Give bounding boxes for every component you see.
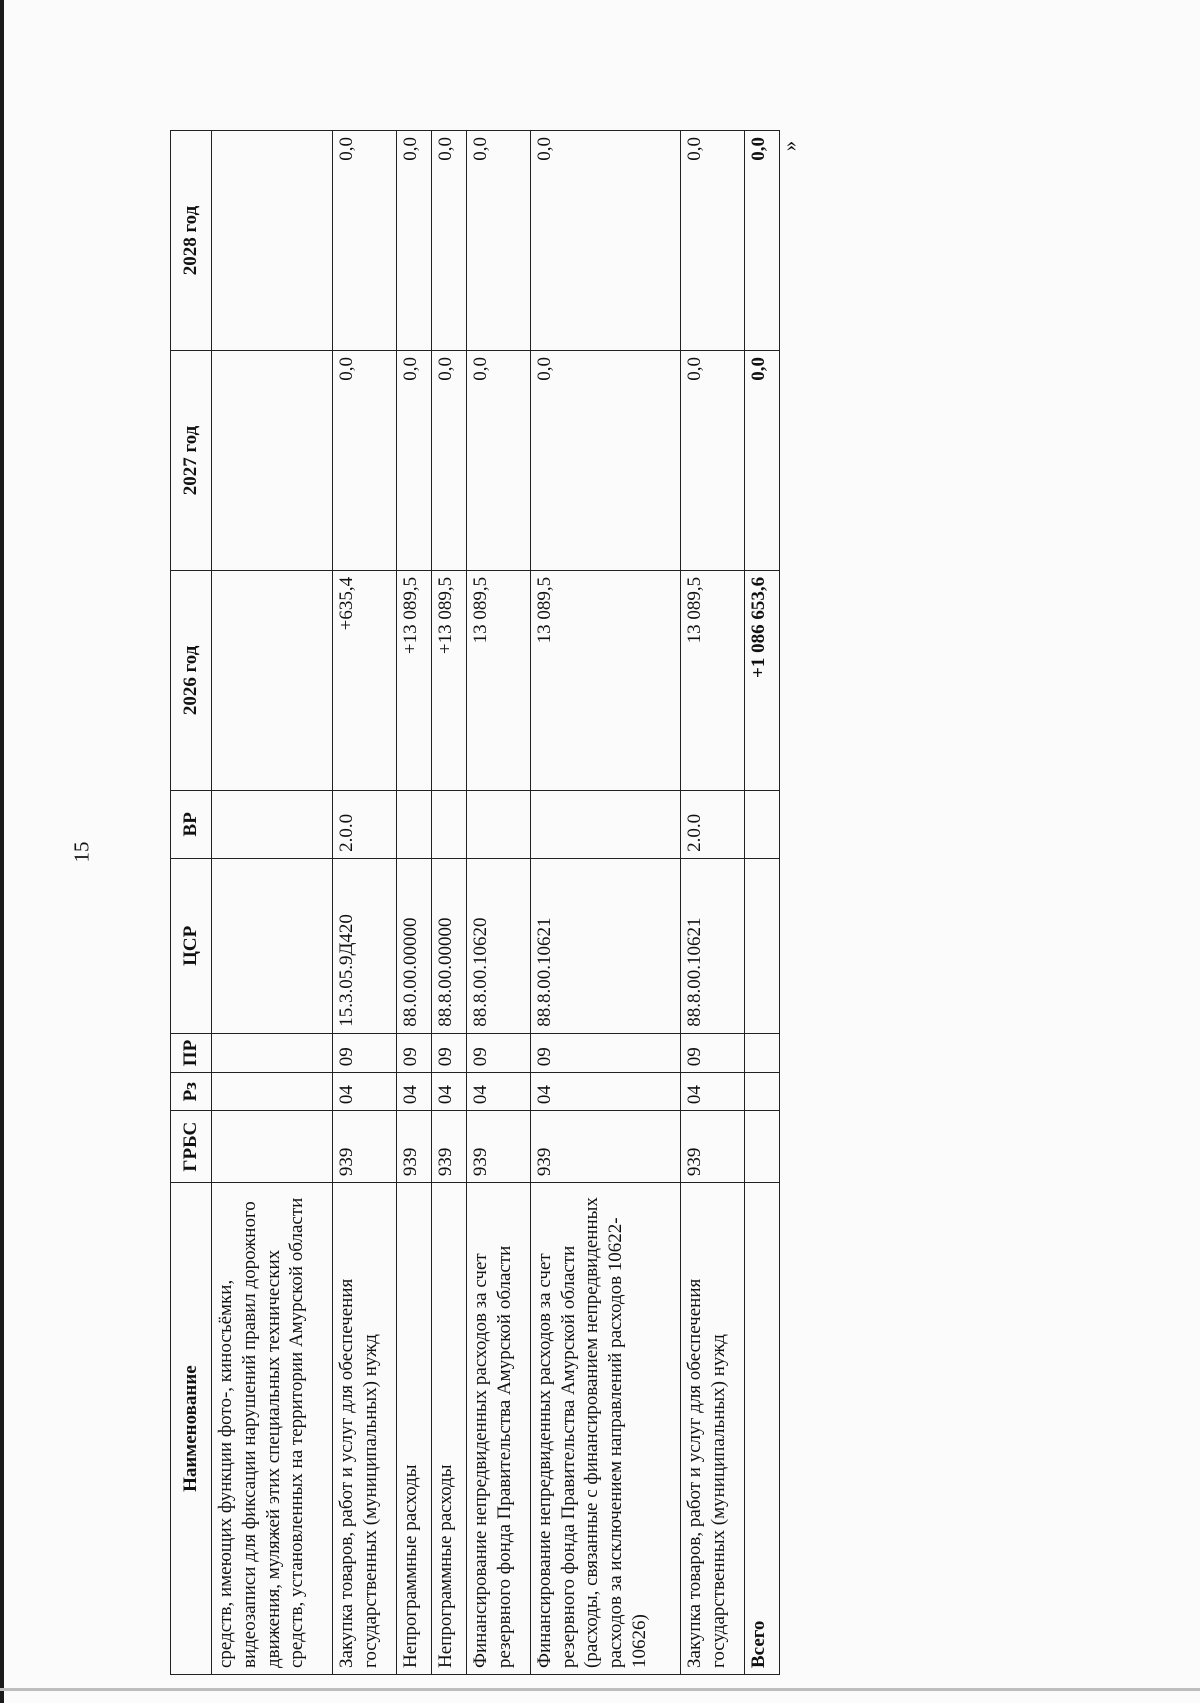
cell-rz: 04 <box>397 1073 432 1111</box>
cell-grbs: 939 <box>467 1111 531 1183</box>
table-row <box>432 131 467 1675</box>
cell-vr <box>467 790 531 858</box>
table-row <box>530 131 680 1675</box>
cell-vr <box>397 790 432 858</box>
cell-pr: 09 <box>467 1033 531 1072</box>
cell-2026: +13 089,5 <box>432 570 467 790</box>
cell-rz: 04 <box>333 1073 397 1111</box>
cell-rz: 04 <box>530 1073 680 1111</box>
cell-name: Финансирование непредвиденных расходов за счет резервного фонда Правительства Амурской области (расходы, связанные с финансированием непредвиденных расходов за исключением направлений расходов 10622-10626) <box>530 1183 680 1675</box>
header-pr: ПР <box>171 1033 212 1072</box>
cell-pr: 09 <box>432 1033 467 1072</box>
cell-2027: 0,0 <box>467 351 531 571</box>
cell-2026: 13 089,5 <box>681 570 745 790</box>
cell-csr: 88.8.00.10620 <box>467 858 531 1033</box>
table-row <box>333 131 397 1675</box>
total-2028: 0,0 <box>745 131 780 351</box>
cell-2027: 0,0 <box>397 351 432 571</box>
cell-csr: 88.8.00.10621 <box>681 858 745 1033</box>
total-2027: 0,0 <box>745 351 780 571</box>
cell-name: Непрограммные расходы <box>397 1183 432 1675</box>
cell-pr: 09 <box>333 1033 397 1072</box>
header-vr: ВР <box>171 790 212 858</box>
header-rz: Рз <box>171 1073 212 1111</box>
header-2026: 2026 год <box>171 570 212 790</box>
cell-pr <box>212 1033 333 1072</box>
cell-csr: 15.3.05.9Д420 <box>333 858 397 1033</box>
cell-csr <box>212 858 333 1033</box>
scan-edge-left <box>0 0 4 1703</box>
cell-name: средств, имеющих функции фото-, киносъёмки, видеозаписи для фиксации нарушений правил дорожного движения, муляжей этих специальных технических средств, установленных на территории Амурской области <box>212 1183 333 1675</box>
cell-grbs <box>212 1111 333 1183</box>
cell-csr: 88.0.00.00000 <box>397 858 432 1033</box>
cell-rz <box>212 1073 333 1111</box>
cell-2028: 0,0 <box>530 131 680 351</box>
cell-name: Финансирование непредвиденных расходов за счет резервного фонда Правительства Амурской области <box>467 1183 531 1675</box>
budget-table-container <box>170 130 780 1675</box>
header-grbs: ГРБС <box>171 1111 212 1183</box>
cell-csr: 88.8.00.00000 <box>432 858 467 1033</box>
table-row <box>212 131 333 1675</box>
cell-vr <box>212 790 333 858</box>
cell-2027: 0,0 <box>432 351 467 571</box>
cell-2026: 13 089,5 <box>530 570 680 790</box>
page-number: 15 <box>69 841 94 863</box>
cell-rz: 04 <box>681 1073 745 1111</box>
cell-pr: 09 <box>397 1033 432 1072</box>
cell-2027 <box>212 351 333 571</box>
cell-vr: 2.0.0 <box>681 790 745 858</box>
cell-2028: 0,0 <box>333 131 397 351</box>
cell-rz <box>745 1073 780 1111</box>
cell-grbs: 939 <box>530 1111 680 1183</box>
header-2028: 2028 год <box>171 131 212 351</box>
cell-2028: 0,0 <box>432 131 467 351</box>
cell-grbs <box>745 1111 780 1183</box>
table-total-row <box>745 131 780 1675</box>
total-2026: +1 086 653,6 <box>745 570 780 790</box>
cell-pr <box>745 1033 780 1072</box>
budget-table <box>170 130 780 1675</box>
cell-2026: +13 089,5 <box>397 570 432 790</box>
cell-grbs: 939 <box>681 1111 745 1183</box>
cell-csr <box>745 858 780 1033</box>
cell-2027: 0,0 <box>681 351 745 571</box>
cell-vr: 2.0.0 <box>333 790 397 858</box>
table-row <box>397 131 432 1675</box>
cell-rz: 04 <box>432 1073 467 1111</box>
cell-2026: 13 089,5 <box>467 570 531 790</box>
cell-name: Закупка товаров, работ и услуг для обеспечения государственных (муниципальных) нужд <box>333 1183 397 1675</box>
cell-2028: 0,0 <box>681 131 745 351</box>
cell-2026: +635,4 <box>333 570 397 790</box>
cell-2028 <box>212 131 333 351</box>
table-header-row <box>171 131 212 1675</box>
cell-2028: 0,0 <box>467 131 531 351</box>
cell-name: Непрограммные расходы <box>432 1183 467 1675</box>
table-row <box>467 131 531 1675</box>
cell-rz: 04 <box>467 1073 531 1111</box>
closing-quote-mark: » <box>777 140 802 152</box>
cell-csr: 88.8.00.10621 <box>530 858 680 1033</box>
cell-pr: 09 <box>530 1033 680 1072</box>
cell-name: Закупка товаров, работ и услуг для обеспечения государственных (муниципальных) нужд <box>681 1183 745 1675</box>
cell-vr <box>530 790 680 858</box>
header-name: Наименование <box>171 1183 212 1675</box>
cell-2027: 0,0 <box>530 351 680 571</box>
cell-2026 <box>212 570 333 790</box>
cell-vr <box>745 790 780 858</box>
table-row <box>681 131 745 1675</box>
cell-grbs: 939 <box>432 1111 467 1183</box>
scan-edge-bottom <box>0 1688 1200 1691</box>
header-csr: ЦСР <box>171 858 212 1033</box>
cell-grbs: 939 <box>333 1111 397 1183</box>
cell-pr: 09 <box>681 1033 745 1072</box>
cell-2028: 0,0 <box>397 131 432 351</box>
cell-2027: 0,0 <box>333 351 397 571</box>
cell-vr <box>432 790 467 858</box>
header-2027: 2027 год <box>171 351 212 571</box>
total-label: Всего <box>745 1183 780 1675</box>
cell-grbs: 939 <box>397 1111 432 1183</box>
